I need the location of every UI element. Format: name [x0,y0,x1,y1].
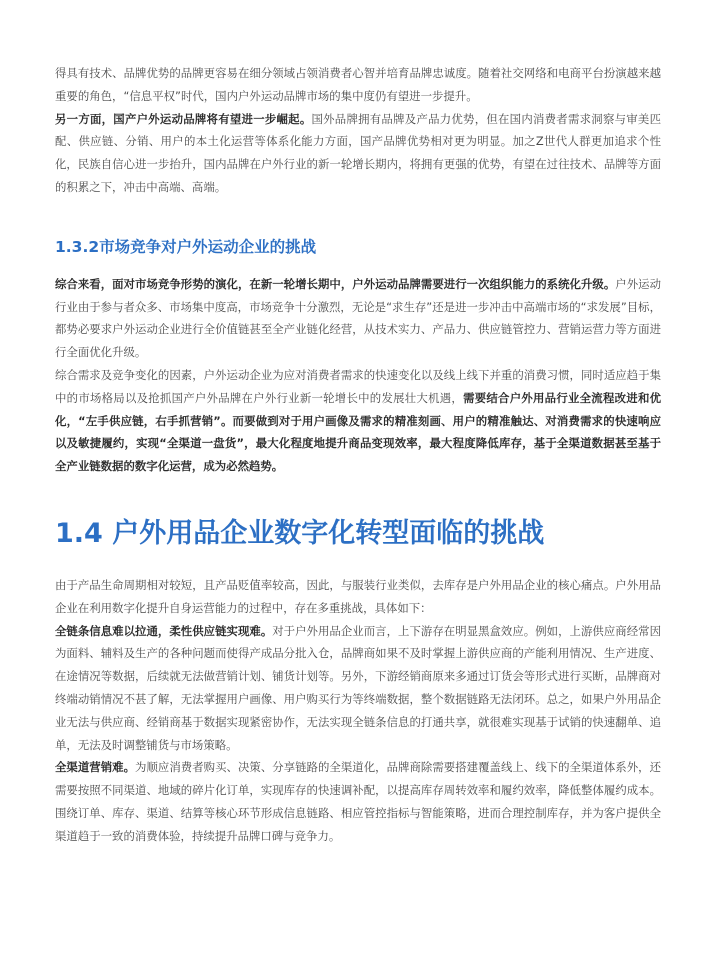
bold-lead: 另一方面，国产户外运动品牌将有望进一步崛起。 [55,111,312,126]
paragraph-intro-1 [55,62,661,108]
paragraph-text: 国外品牌拥有品牌及产品力优势，但在国内消费者需求洞察与审美匹配、供应链、分销、用户的本土化运营等体系化能力方面，国产品牌优势相对更为明显。加之Z世代人群更加追求个性化，民族自信心进一步抬升，国内品牌在户外行业的新一轮增长期内，将拥有更强的优势，有望在过往技术、品牌等方面的积累之下，冲击中高端、高端。 [55,111,661,194]
bold-lead: 综合来看，面对市场竞争形势的演化，在新一轮增长期中，户外运动品牌需要进行一次组织能力的系统化升级。 [55,276,616,291]
bold-lead: 全渠道营销难。 [55,760,136,775]
section-heading-1-3-2: 1.3.2市场竞争对户外运动企业的挑战 [55,237,317,256]
paragraph-text: 得具有技术、品牌优势的品牌更容易在细分领域占领消费者心智并培育品牌忠诚度。随着社交网络和电商平台扮演越来越重要的角色，“信息平权”时代，国内户外运动品牌市场的集中度仍有望进一步提升。 [55,66,661,103]
paragraph-text: 为顺应消费者购买、决策、分享链路的全渠道化，品牌商除需要搭建覆盖线上、线下的全渠道体系外，还需要按照不同渠道、地域的碎片化订单，实现库存的快速调补配，以提高库存周转效率和履约效率，降低整体履约成本。围绕订单、库存、渠道、结算等核心环节形成信息链路、相应管控指标与智能策略，进而合理控制库存，并为客户提供全渠道趋于一致的消费体验，持续提升品牌口碑与竞争力。 [55,760,661,843]
paragraph-text: 综合需求及竞争变化的因素，户外运动企业为应对消费者需求的快速变化以及线上线下并重的消费习惯，同时适应趋于集中的市场格局以及抢抓国产户外品牌在户外行业新一轮增长中的发展壮大机遇， [55,367,661,405]
paragraph-14-3 [55,756,661,847]
bold-emphasis: 需要结合户外用品行业全流程改进和优化，“左手供应链，右手抓营销”。而要做到对于用户画像及需求的精准刻画、用户的精准触达、对消费需求的快速响应以及敏捷履约，实现“全渠道一盘货”，最大化程度地提升商品变现效率，最大程度降低库存，基于全渠道数据甚至基于全产业链数据的数字化运营，成为必然趋势。 [55,390,662,474]
document-page [55,62,661,848]
paragraph-14-1 [55,574,661,620]
paragraph-text: 户外运动行业由于参与者众多、市场集中度高，市场竞争十分激烈，无论是“求生存”还是进一步冲击中高端市场的“求发展”目标，都势必要求户外运动企业进行全价值链甚至全产业链化经营，从技术实力、产品力、供应链管控力、营销运营力等方面进行全面优化升级。 [55,276,661,360]
paragraph-text: 对于户外用品企业而言，上下游存在明显黑盒效应。例如，上游供应商经常因为面料、辅料及生产的各种问题而使得产成品分批入仓，品牌商如果不及时掌握上游供应商的产能利用情况、生产进度、在途情况等数据，后续就无法做营销计划、铺货计划等。另外，下游经销商原来多通过订货会等形式进行买断，品牌商对终端动销情况不甚了解，无法掌握用户画像、用户购买行为等终端数据，整个数据链路无法闭环。总之，如果户外用品企业无法与供应商、经销商基于数据实现紧密协作，无法实现全链条信息的打通共享，就很难实现基于试销的快速翻单、追单，无法及时调整铺货与市场策略。 [55,623,661,752]
paragraph-132-1 [55,273,661,364]
paragraph-132-2 [55,364,661,478]
section-heading-1-4: 1.4 户外用品企业数字化转型面临的挑战 [55,517,545,549]
paragraph-14-2 [55,620,661,757]
paragraph-intro-2 [55,108,661,199]
bold-lead: 全链条信息难以拉通，柔性供应链实现难。 [55,623,273,638]
paragraph-text: 由于产品生命周期相对较短，且产品贬值率较高，因此，与服装行业类似，去库存是户外用品企业的核心痛点。户外用品企业在利用数字化提升自身运营能力的过程中，存在多重挑战，具体如下： [55,577,661,615]
